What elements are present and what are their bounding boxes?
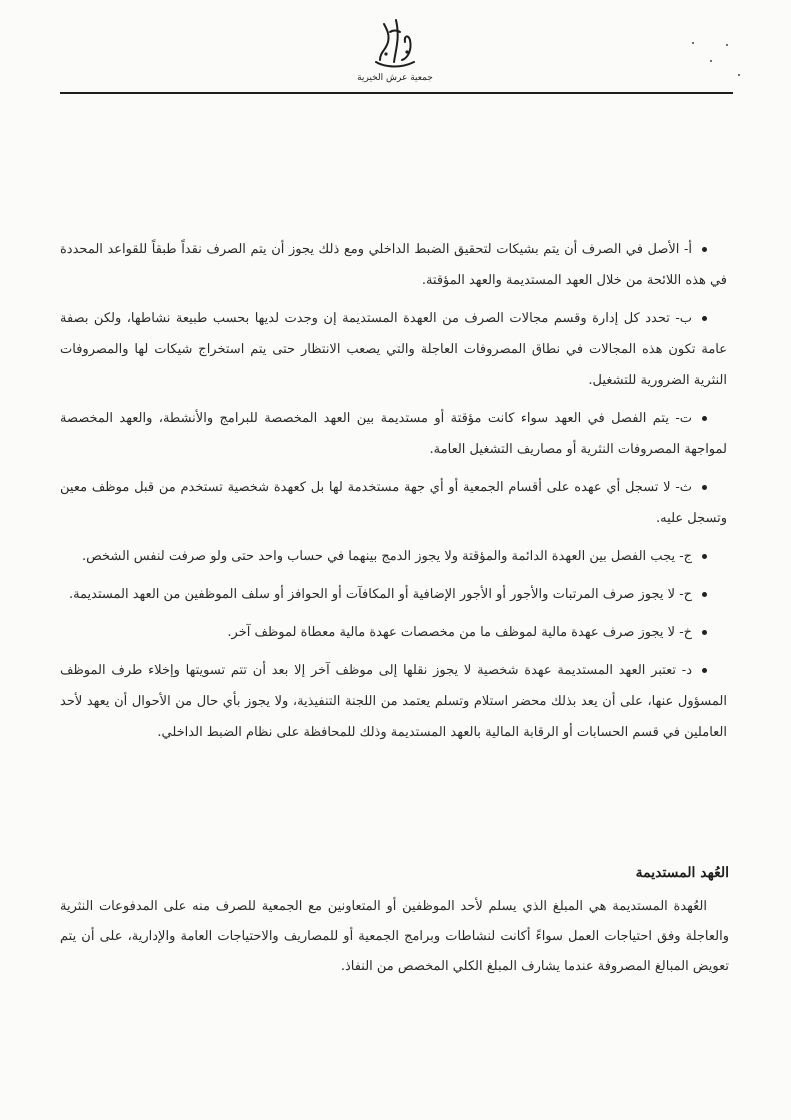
bullet-icon [702,416,707,421]
list-item-text: ب- تحدد كل إدارة وقسم مجالات الصرف من العهدة المستديمة إن وجدت لديها بحسب طبيعة نشاطها، ولكن بصفة عامة تكون هذه المجالات في نطاق المصروفات العاجلة والتي يصعب الانتظار حتى يتم استخراج شيكات لها والمصروفات النثرية الضرورية للتشغيل. [60,311,727,388]
bullet-icon [702,247,707,252]
organization-logo [350,12,440,86]
list-item-text: خ- لا يجوز صرف عهدة مالية لموظف ما من مخصصات عهدة مالية معطاة لموظف آخر. [227,625,692,640]
list-item-text: ت- يتم الفصل في العهد سواء كانت مؤقتة أو مستديمة بين العهد المخصصة للبرامج والأنشطة، والعهد المخصصة لمواجهة المصروفات النثرية أو مصاريف التشغيل العامة. [60,411,727,457]
list-item-text: ج- يجب الفصل بين العهدة الدائمة والمؤقتة ولا يجوز الدمج بينهما في حساب واحد حتى ولو صرفت لنفس الشخص. [81,549,692,564]
bullet-icon [702,668,707,673]
list-item [60,234,729,296]
list-item [60,579,729,610]
scan-dots [688,40,748,80]
list-item [60,655,729,748]
section-title: العُهد المستديمة [635,865,729,881]
list-item [60,303,729,396]
list-item-text: ث- لا تسجل أي عهده على أقسام الجمعية أو أي جهة مستخدمة لها بل كعهدة شخصية تستخدم من قبل موظف معين وتسجل عليه. [60,480,727,526]
list-item-text: ح- لا يجوز صرف المرتبات والأجور أو الأجور الإضافية أو المكافآت أو الحوافز أو سلف الموظفين من العهد المستديمة. [68,587,692,602]
list-item [60,617,729,648]
procedure-list [60,234,729,755]
bullet-icon [702,554,707,559]
list-item-text: د- تعتبر العهد المستديمة عهدة شخصية لا يجوز نقلها إلى موظف آخر إلا بعد أن تتم تسويتها وإخلاء طرف الموظف المسؤول عنها، على أن يعد بذلك محضر استلام وتسلم يعتمد من اللجنة التنفيذية، ولا يجوز بأي حال من الأحوال أن يعهد لأحد العاملين في قسم الحسابات أو الرقابة المالية بالعهد المستديمة وذلك للمحافظة على نظام الضبط الداخلي. [60,663,727,740]
bullet-icon [702,630,707,635]
bullet-icon [702,316,707,321]
header-divider [60,92,733,94]
list-item [60,472,729,534]
list-item-text: أ- الأصل في الصرف أن يتم بشيكات لتحقيق الضبط الداخلي ومع ذلك يجوز أن يتم الصرف نقداً طبقاً للقواعد المحددة في هذه اللائحة من خلال العهد المستديمة والعهد المؤقتة. [60,242,727,288]
bullet-icon [702,592,707,597]
logo-caption: جمعية عرش الخيرية [357,73,433,83]
list-item [60,541,729,572]
section-body: العُهدة المستديمة هي المبلغ الذي يسلم لأحد الموظفين أو المتعاونين مع الجمعية للصرف منه على المدفوعات النثرية والعاجلة وفق احتياجات العمل سواءً أكانت لنشاطات وبرامج الجمعية أو للمصاريف والاحتياجات العامة والإدارية، على أن يتم تعويض المبالغ المصروفة عندما يشارف المبلغ الكلي المخصص من النفاذ. [60,899,729,974]
list-item [60,403,729,465]
permanent-custody-section [60,862,729,982]
bullet-icon [702,485,707,490]
